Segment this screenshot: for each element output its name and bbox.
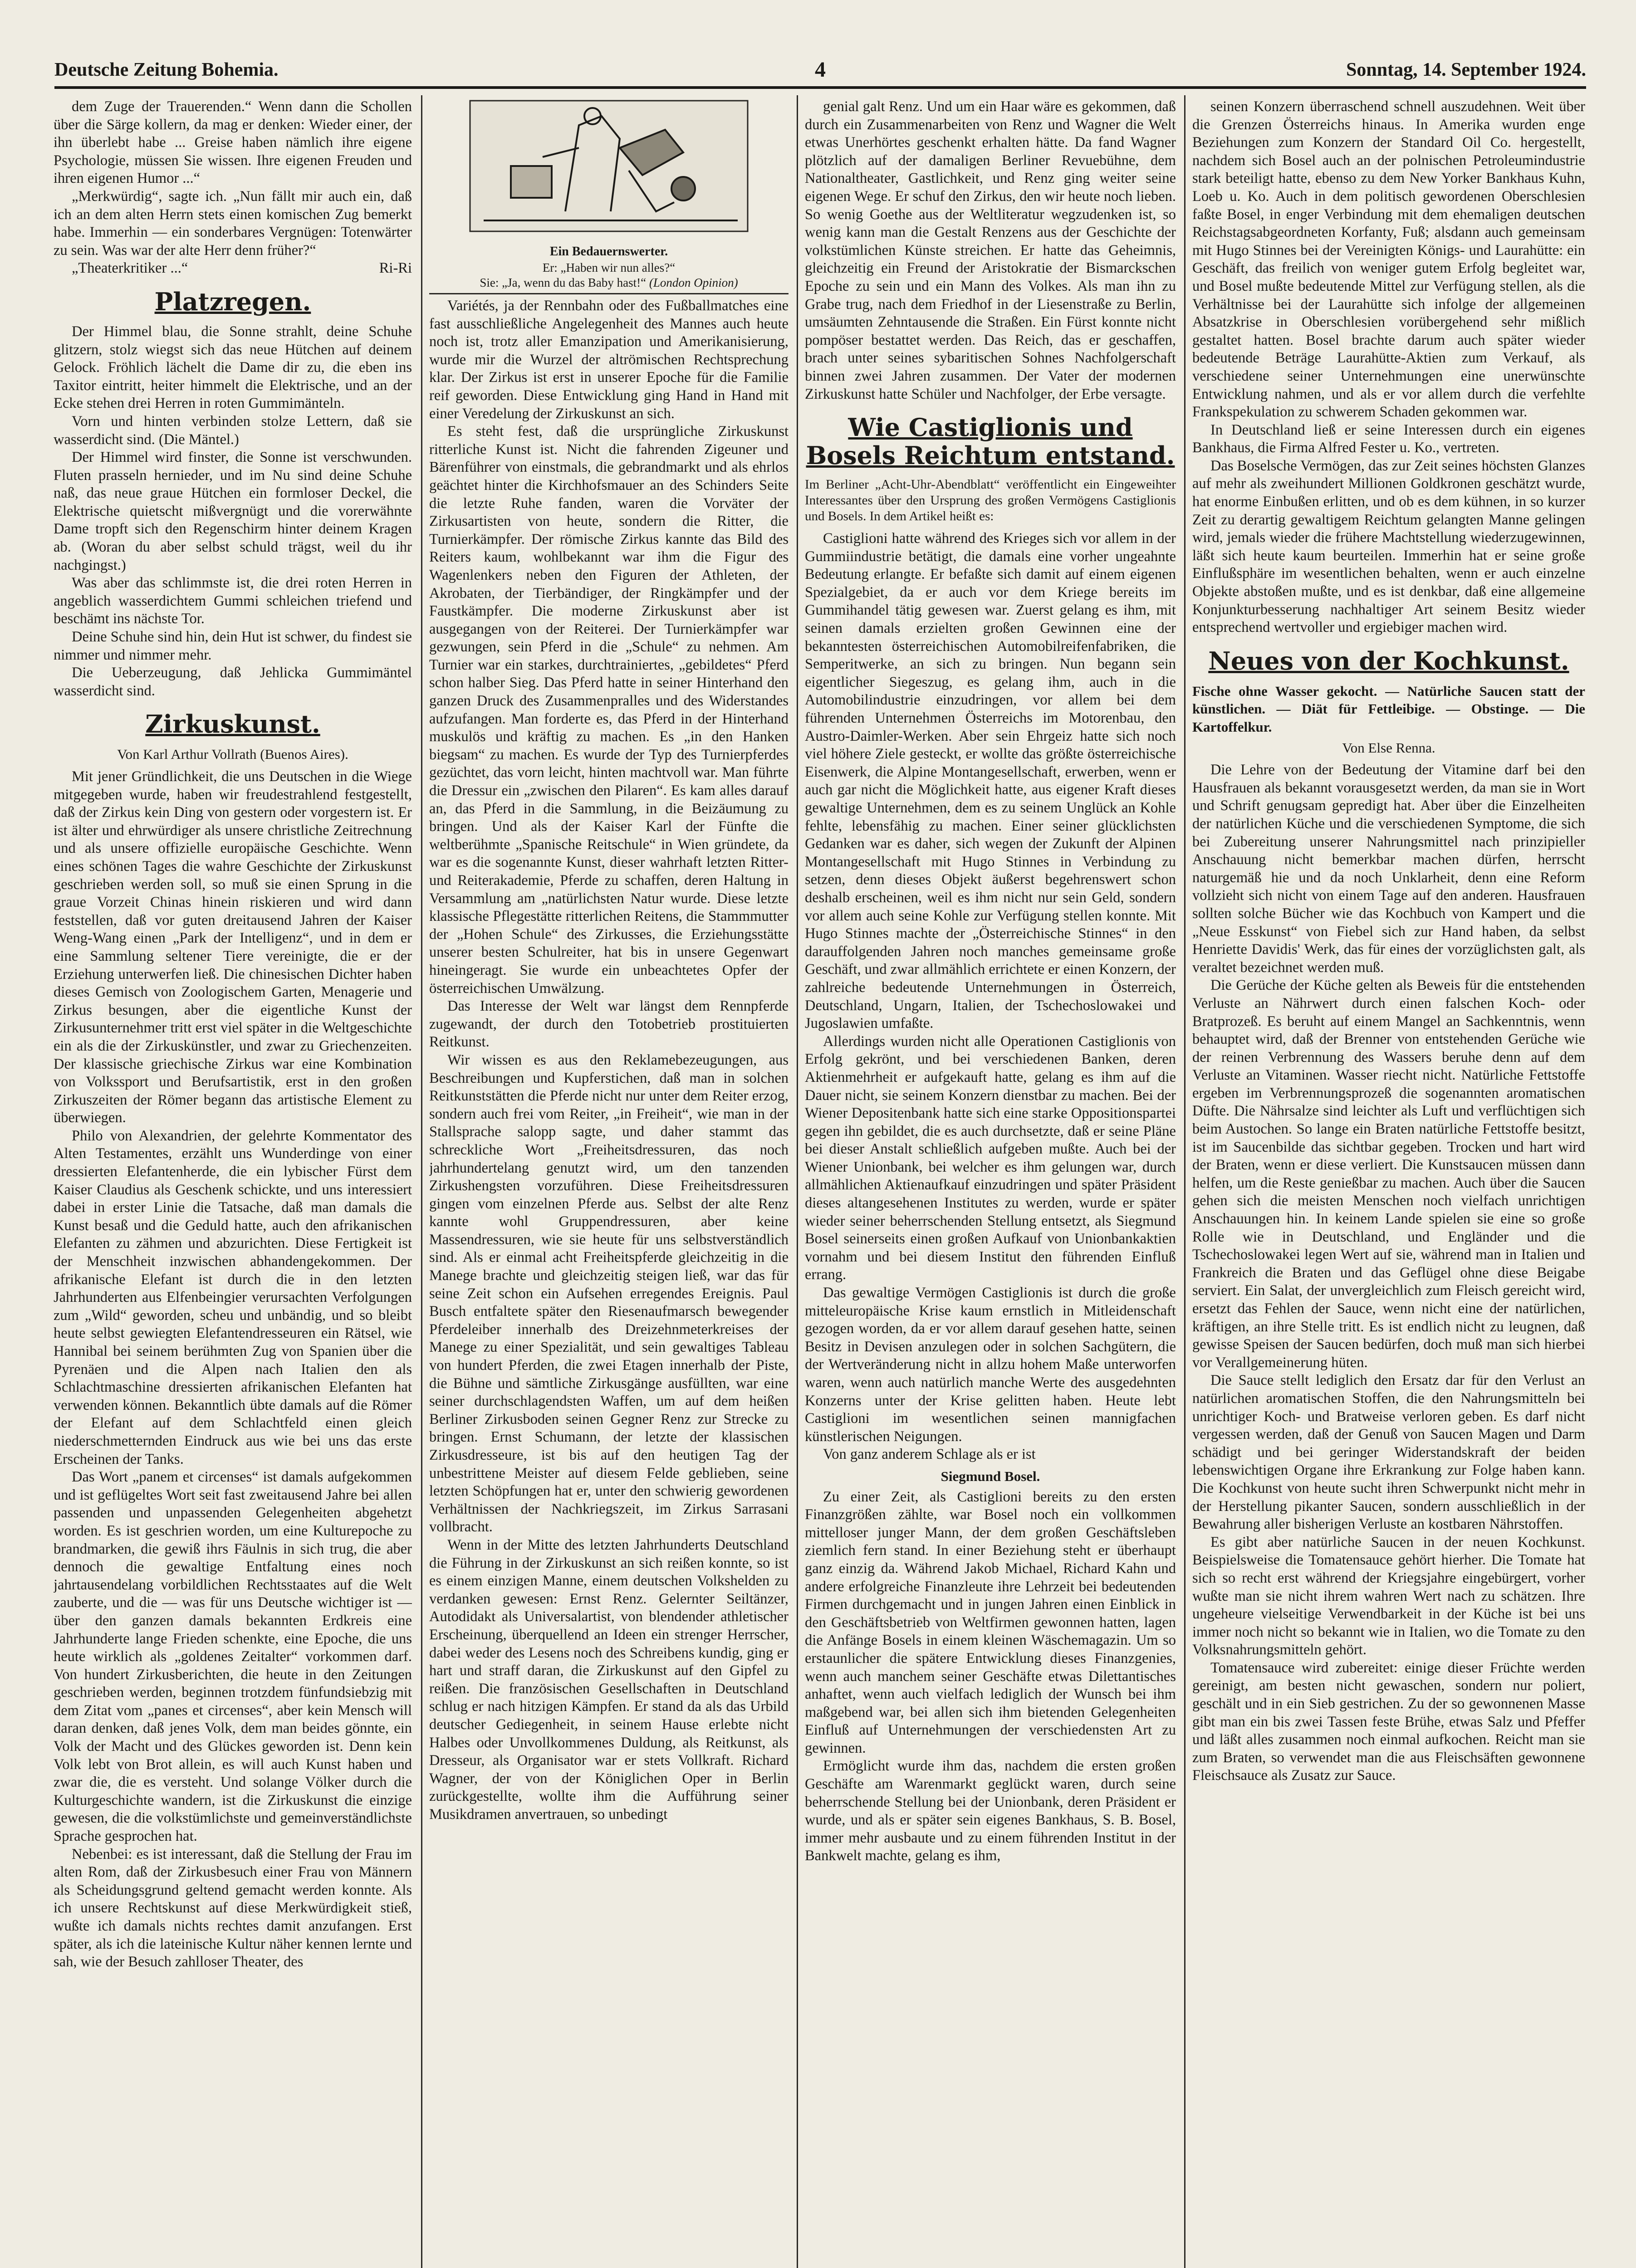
article-paragraph: Deine Schuhe sind hin, dein Hut ist schwer, du findest sie nimmer und nimmer mehr. (54, 629, 412, 663)
article-headline-platzregen: Platzregen. (154, 287, 311, 316)
article-paragraph: Der Himmel wird finster, die Sonne ist verschwunden. Fluten prasseln hernieder, und im Nu sind deine Schuhe naß, das neue graue Hütchen ein formloser Deckel, die Elektrische quietscht mißvergnügt und die vorerwähnte Dame tropft sich den Regenschirm hinter deinem Kragen ab. (Woran du aber selbst schuld trägst, weil du ihr nachgingst.) (54, 449, 412, 573)
story-paragraph: „Theaterkritiker ...“ Ri-Ri (54, 259, 412, 278)
article-paragraph: Die Lehre von der Bedeutung der Vitamine darf bei den Hausfrauen als bekannt vorausgesetzt werden, da man sie in Wort und Schrift genugsam gepredigt hat. Aber über die Einzelheiten der natürlichen Küche und die verschiedenen Symptome, die sich bei Zubereitung unserer Nahrungsmittel nach prinzipieller Anschauung nicht bemerkbar machen dürfen, herrscht naturgemäß hie und da noch Unklarheit, denn eine Reform vollzieht sich nicht von einem Tage auf den anderen. Hausfrauen sollten solche Bücher wie das Kochbuch von Kampert und die „Neue Esskunst“ von Fiebel sich zur Hand haben, da selbst Henriette Davidis' Werk, das für eines der vorzüglichsten galt, als veraltet bezeichnet werden muß. (1192, 762, 1585, 976)
article-paragraph: Es gibt aber natürliche Saucen in der neuen Kochkunst. Beispielsweise die Tomatensauce gehört hierher. Die Tomate hat sich so recht erst während der Kriegsjahre eingebürgert, vorher wußte man sie nicht ihrem wahren Wert nach zu schätzen. Ihre ungeheure vielseitige Verwendbarkeit in der Küche ist bei uns immer noch nicht so bekannt wie in Italien, wo die Tomate zu den Volksnahrungsmitteln gehört. (1192, 1534, 1585, 1658)
article-paragraph: Zu einer Zeit, als Castiglioni bereits zu den ersten Finanzgrößen zählte, war Bosel noch ein vollkommen mittelloser junger Mann, der dem großen Geschäftsleben ziemlich fern stand. In einer Beziehung steht er überhaupt ganz einzig da. Während Jakob Michael, Richard Kahn und andere erfolgreiche Finanzleute ihre Lehrzeit bei bedeutenden Firmen durchgemacht und in jungen Jahren einen Einblick in den Geschäftsbetrieb von Weltfirmen gewonnen hatten, lagen die Anfänge Bosels in einem kleinen Wäschemagazin. Um so erstaunlicher die spätere Entwicklung dieses Finanzgenies, wenn auch manchem seiner Geschäfte etwas Dilettantisches anhaftet, wenn auch vielfach lediglich der Wunsch bei ihm maßgebend war, bei allen sich ihm bietenden Gelegenheiten Einfluß auf Unternehmungen der verschiedensten Art zu gewinnen. (805, 1488, 1176, 1756)
article-headline-zirkuskunst: Zirkuskunst. (145, 709, 320, 739)
article-zirkuskunst (54, 768, 412, 1971)
article-paragraph: Wir wissen es aus den Reklamebezeugungen, aus Beschreibungen und Kupferstichen, daß man in solchen Reitkunststätten die Pferde nicht nur unter dem Reiter erzog, sondern auch frei vom Reiter, „in Freiheit“, wie man in der Stallsprache salopp sagte, und daher stammt das schreckliche Wort „Freiheitsdressuren, das noch jahrhundertelang genutzt wird, um den tanzenden Zirkushengsten vorzuführen. Diese Freiheitsdressuren gingen vom einzelnen Pferde aus. Selbst der alte Renz kannte wohl Gruppendressuren, aber keine Massendressuren, wie sie heute für uns selbstverständlich sind. Als er einmal acht Freiheitspferde gleichzeitig in die Manege brachte und gleichzeitig steigen ließ, war das für seine Zeit schon ein Aufsehen erregendes Ereignis. Paul Busch entfaltete später den Riesenaufmarsch bewegender Pferdeleiber innerhalb des Dreizehnmeterkreises der Manege zu einer Spezialität, und sein gewaltiges Tableau von hundert Pferden, die zwei Etagen innerhalb der Piste, die Bühne und sämtliche Zirkusgänge ausfüllten, war eine seiner durchschlagendsten Waffen, um auf dem heißen Berliner Zirkusboden seinen Gegner Renz zur Strecke zu bringen. Ernst Schumann, der letzte der klassischen Zirkusdresseure, ist bis auf den heutigen Tag der unbestrittene Meister auf diesem Felde geblieben, seine letzten Schöpfungen hat er, unter den schwierig gewordenen Verhältnissen der Nachkriegszeit, im Zirkus Sarrasani vollbracht. (429, 1051, 789, 1535)
article-byline: Von Karl Arthur Vollrath (Buenos Aires). (117, 746, 348, 763)
article-paragraph: Mit jener Gründlichkeit, die uns Deutschen in die Wiege mitgegeben wurde, haben wir freudestrahlend festgestellt, daß der Zirkus kein Ding von gestern oder vorgestern ist. Er ist älter und ehrwürdiger als unsere christliche Zeitrechnung und als unsere offizielle europäische Geschichte. Wenn eines schönen Tages die wahre Geschichte der Zirkuskunst geschrieben werden soll, so muß sie einen Sprung in die graue Vorzeit Chinas hinein riskieren und wird dann feststellen, daß vor guten dreitausend Jahren der Kaiser Weng-Wang einen „Park der Intelligenz“, und in dem er eine Sammlung seltener Tiere vereinigte, die er der Erziehung unterwerfen ließ. Die chinesischen Dichter haben dieses Gemisch von Zoologischem Garten, Menagerie und Zirkus besungen, aber die eigentliche Kunst der Zirkusunternehmer tritt erst viel später in die Weltgeschichte ein als die der Zirkuskünstler, und zwar zu Griechenzeiten. Der klassische griechische Zirkus war eine Kombination von Volkssport und Berufsartistik, erst in den großen Zirkuszeiten der Römer begann das artistische Element zu überwiegen. (54, 768, 412, 1126)
story-continuation: dem Zuge der Trauerenden.“ Wenn dann die Schollen über die Särge kollern, da mag er denken: Wieder einer, der ihn überlebt habe ... Greise haben nämlich ihre eigene Psychologie, müssen Sie wissen. Ihre eigenen Freuden und ihren eigenen Humor ...“ (54, 98, 412, 187)
column-1 (54, 98, 412, 2268)
column-4 (1192, 98, 1585, 2268)
article-paragraph: Was aber das schlimmste ist, die drei roten Herren in angeblich wasserdichtem Gummi schleichen triefend und beschämt ins nächste Tor. (54, 575, 412, 627)
column-3 (805, 98, 1176, 2268)
article-paragraph: Der Himmel blau, die Sonne strahlt, deine Schuhe glitzern, stolz wiegst sich das neue Hütchen auf deinem Gelock. Fröhlich lächelt die Dame dir zu, die eben ins Taxitor eintritt, heiter himmelt die Elektrische, und an der Ecke stehen drei Herren in roten Gummimänteln. (54, 323, 412, 412)
article-paragraph: Nebenbei: es ist interessant, daß die Stellung der Frau im alten Rom, daß der Zirkusbesuch einer Frau von Männern als Scheidungsgrund geltend gemacht werden konnte. Als ich unsere Rechtskunst auf diese Merkwürdigkeit stieß, wußte ich damals nichts rechtes damit anzufangen. Erst später, als ich die lateinische Kultur näher kennen lernte und sah, wie der Besuch zahlloser Theater, des (54, 1846, 412, 1970)
cartoon-source: (London Opinion) (649, 276, 738, 290)
column-2 (429, 98, 789, 2268)
article-platzregen (54, 323, 412, 700)
article-paragraph: In Deutschland ließ er seine Interessen durch ein eigenes Bankhaus, die Firma Alfred Fester u. Ko., vertreten. (1192, 421, 1585, 456)
cartoon-caption-2: Sie: „Ja, wenn du das Baby hast!“ (London Opinion) (480, 276, 738, 290)
story-paragraph: „Merkwürdig“, sagte ich. „Nun fällt mir auch ein, daß ich an dem alten Herrn stets einen komischen Zug bemerkt habe. Immerhin — ein sonderbares Vergnügen: Totenwärter zu sein. Was war der alte Herr denn früher?“ (54, 188, 412, 259)
article-paragraph: Ermöglicht wurde ihm das, nachdem die ersten großen Geschäfte am Warenmarkt geglückt waren, durch seine beherrschende Stellung bei der Unionbank, deren Präsident er wurde, und als er später sein eigenes Bankhaus, S. B. Bosel, immer mehr ausbaute und zu einem führenden Institut in der Bankwelt machte, gelang es ihm, (805, 1758, 1176, 1864)
article-subheadline: Fische ohne Wasser gekocht. — Natürliche Saucen statt der künstlichen. — Diät für Fettleibige. — Obstinge. — Die Kartoffelkur. (1192, 683, 1585, 735)
column-rule (421, 95, 422, 2268)
issue-date: Sonntag, 14. September 1924. (1346, 59, 1586, 80)
newspaper-title: Deutsche Zeitung Bohemia. (54, 59, 279, 80)
article-paragraph: Variétés, ja der Rennbahn oder des Fußballmatches eine fast ausschließliche Angelegenheit des Mannes auch heute noch ist, trotz aller Emanzipation und Amerikanisierung, wurde mir die Wurzel der altrömischen Rechtsprechung klar. Der Zirkus ist erst in unserer Epoche für die Familie reif geworden. Diese Entwicklung ging Hand in Hand mit einer Veredelung der Zirkuskunst an sich. (429, 298, 789, 422)
article-paragraph: Castiglioni hatte während des Krieges sich vor allem in der Gummiindustrie betätigt, die damals eine vorher ungeahnte Bedeutung erlangte. Er befaßte sich damit auf einem eigenen Spezialgebiet, da er auch vor dem Kriege bereits im Gummihandel tätig gewesen war. Zuerst gelang es ihm, mit seinen damals erzielten großen Gewinnen eine der bekanntesten österreichischen Automobilreifenfabriken, die Semperitwerke, an sich zu bringen. Nun begann sein eigentlicher Siegeszug, es gelang ihm, auch in die Automobilindustrie einzudringen, vor allem bei dem führenden Unternehmen Österreichs im Motorenbau, den Austro-Daimler-Werken. Aber sein Ehrgeiz hatte sich noch viel höhere Ziele gesteckt, er wollte das größte österreichische Eisenwerk, die Alpine Montangesellschaft, erwerben, wenn er auch gar nicht die Möglichkeit hatte, aus eigener Kraft dieses gewaltige Unternehmen, dem es zu seinem Unglück an Kohle fehlte, lebensfähig zu machen. Einer seiner glücklichsten Gedanken war es daher, sich wegen der Zukunft der Alpinen Montangesellschaft mit Hugo Stinnes in Verbindung zu setzen, denn dieses Objekt äußerst begehrenswert schon deshalb erscheinen, weil es ihm nicht nur sein Geld, sondern vor allem auch seine Kohle zur Verfügung stellen konnte. Mit Hugo Stinnes machte der „Österreichische Stinnes“ in den darauffolgenden Jahren noch manches gemeinsame große Geschäft, und zwar allmählich errichtete er einen Konzern, der zahlreiche bedeutende Unternehmungen in Österreich, Deutschland, Ungarn, Italien, der Tschechoslowakei und Jugoslawien umfaßte. (805, 530, 1176, 1032)
page-header (54, 57, 1586, 89)
cartoon-drawing (429, 98, 789, 234)
article-paragraph: Es steht fest, daß die ursprüngliche Zirkuskunst ritterliche Kunst ist. Nicht die fahrenden Zigeuner und Bärenführer von einstmals, die gebrandmarkt und als ehrlos geächtet hinter die Kirchhofsmauer an des Schinders Seite die letzte Ruhe fanden, waren die Vorväter der Zirkusartisten von heute, sondern die Ritter, die Turnierkämpfer. Der römische Zirkus kannte das Bild des Reiters kaum, wohlbekannt war ihm die Figur des Wagenlenkers neben den Figuren der Athleten, der Akrobaten, der Tierbändiger, der Ringkämpfer und der Faustkämpfer. Die moderne Zirkuskunst aber ist ausgegangen von der Reiterei. Der Turnierkämpfer war gezwungen, sein Pferd in die „Schule“ zu nehmen. Am Turnier war ein starkes, durchtrainiertes, „gebildetes“ Pferd schon halber Sieg. Das Pferd hatte in seiner Hinterhand den ganzen Druck des Zusammenpralles und des Widerstandes aufzufangen. Man forderte es, das Pferd in der Hinterhand muskulös und kräftig zu machen. Es „in den Hanken biegsam“ zu machen. Es wurde der Typ des Turnierpferdes gezüchtet, das vorn leicht, hinten machtvoll war. Man führte die Dressur ein „zwischen den Pilaren“. Es kam alles darauf an, das Pferd in die Sammlung, in die Beizäumung zu bringen. Und als der Kaiser Karl der Fünfte die weltberühmte „Spanische Reitschule“ in Wien gründete, da war es die sogenannte Kunst, dieser wahrhaft letzten Ritter- und Reiterakademie, Pferde zu schaffen, deren Haltung in Versammlung am „natürlichsten Natur wurde. Diese letzte klassische Pflegestätte ritterlichen Reitens, die Stammmutter der „Hohen Schule“ des Zirkusses, die Erziehungsstätte unserer besten Schulreiter, hat bis in unsere Gegenwart hineingeragt. Sie wurde ein unbeachtetes Opfer der österreichischen Umwälzung. (429, 423, 789, 997)
cartoon-caption-1: Er: „Haben wir nun alles?“ (542, 261, 676, 275)
cartoon-title: Ein Bedauernswerter. (549, 244, 668, 259)
article-paragraph: Das Wort „panem et circenses“ ist damals aufgekommen und ist geflügeltes Wort seit fast zweitausend Jahre bei allen passenden und unpassenden Gelegenheiten abgehetzt worden. Es ist geschrien worden, um eine Kulturepoche zu brandmarken, die gewiß ihrs Fäulnis in sich trug, die aber dennoch die gewaltige Entfaltung eines noch jahrtausendelang vorbildlichen Rechtsstaates auf die Welt zauberte, und die — was für uns Deutsche wichtiger ist — über den ganzen damals bekannten Erdkreis eine Jahrhunderte lange Frieden schenkte, eine Epoche, die uns heute wirklich als „goldenes Zeitalter“ vorkommen darf. Von hundert Zirkusberichten, die heute in den Zeitungen geschrieben werden, beginnen trotzdem fünfundsiebzig mit dem Zitat vom „panes et circenses“, aber kein Mensch will daran denken, daß jenes Volk, dem man beides gönnte, ein Volk der Macht und des Glückes geworden ist. Denn kein Volk lebt von Brot allein, es will auch Kunst haben und zwar die, die es versteht. Und solange Völker durch die Kulturgeschichte wandern, ist die Zirkuskunst die einzige gewesen, die die volkstümlichste und gemeinverständlichste Sprache gesprochen hat. (54, 1469, 412, 1845)
article-headline-kochkunst: Neues von der Kochkunst. (1208, 646, 1569, 675)
author-signature: Ri-Ri (379, 260, 412, 277)
article-lead: Im Berliner „Acht-Uhr-Abendblatt“ veröffentlicht ein Eingeweihter Interessantes über den Ursprung des großen Vermögens Castiglionis und Bosels. In dem Artikel heißt es: (805, 477, 1176, 524)
section-subhead-bosel: Siegmund Bosel. (940, 1468, 1040, 1484)
article-paragraph: Allerdings wurden nicht alle Operationen Castiglionis von Erfolg gekrönt, und bei verschiedenen Banken, deren Aktienmehrheit er aufgekauft hatte, gelang es ihm auf die Dauer nicht, sie seinem Konzern dienstbar zu machen. Bei der Wiener Depositenbank hatte sich eine starke Oppositionspartei gegen ihn gebildet, die es auch durchsetzte, daß er seine Pläne bei dieser Anstalt schließlich aufgeben mußte. Auch bei der Wiener Unionbank, bei welcher es ihm gelungen war, durch allmählichen Aktienaufkauf einzudringen und später Präsident dieses altangesehenen Institutes zu werden, wurde er später wieder seiner beherrschenden Stellung entsetzt, als Siegmund Bosel seinerseits einen großen Aufkauf von Unionbankaktien vornahm und bei diesem Institut den führenden Einfluß errang. (805, 1033, 1176, 1283)
article-paragraph: Die Ueberzeugung, daß Jehlicka Gummimäntel wasserdicht sind. (54, 665, 412, 699)
article-paragraph: genial galt Renz. Und um ein Haar wäre es gekommen, daß durch ein Zusammenarbeiten von Renz und Wagner die Welt etwas Unerhörtes geschenkt erhalten hätte. Da fand Wagner plötzlich auf der damaligen Berliner Revuebühne, dem Nationaltheater, Gastlichkeit, und Renz ging weiter seine eigenen Wege. Er schuf den Zirkus, den wir heute noch lieben. So wenig Goethe aus der Weltliteratur wegzudenken ist, so wenig kann man die Gestalt Renzens aus der Geschichte der volkstümlichen Künste streichen. Er hatte das Geheimnis, gleichzeitig ein Freund der Aristokratie der Bismarckschen Epoche zu sein und ein Mann des Volkes. Als man ihn zu Grabe trug, nach dem Friedhof in der Liesenstraße zu Berlin, umsäumten Zehntausende die Straßen. Ein Fürst konnte nicht pompöser bestattet werden. Das Reich, das er geschaffen, brach unter seines sybaritischen Sohnes Nachfolgerschaft binnen zwei Jahren zusammen. Der Vater der modernen Zirkuskunst hatte Schüler und Nachfolger, der Erbe versagte. (805, 98, 1176, 402)
article-paragraph: Tomatensauce wird zubereitet: einige dieser Früchte werden gereinigt, am besten nicht gewaschen, sondern nur poliert, geschält und in ein Sieb gestrichen. Zu der so gewonnenen Masse gibt man ein bis zwei Tassen feste Brühe, etwas Salz und Pfeffer und läßt alles zusammen noch einmal aufkochen. Reicht man sie zum Braten, so verwendet man die aus Fleischsäften gewonnene Fleischsauce als Zusatz zur Sauce. (1192, 1659, 1585, 1784)
article-paragraph: Vorn und hinten verbinden stolze Lettern, daß sie wasserdicht sind. (Die Mäntel.) (54, 413, 412, 448)
section-divider (429, 293, 789, 294)
article-paragraph: Das gewaltige Vermögen Castiglionis ist durch die große mitteleuropäische Krise kaum ernstlich in Mitleidenschaft gezogen worden, da er vor allem darauf gesehen hatte, seinen Besitz in Devisen anzulegen oder in solchen Sachgütern, die der Wertveränderung nicht in allzu hohem Maße unterworfen waren, wenn auch natürlich manche Werte des ausgedehnten Konzerns unter der Krise gelitten haben. Heute lebt Castiglioni im wesentlichen seinen mannigfachen künstlerischen Neigungen. (805, 1285, 1176, 1445)
cartoon-illustration (429, 98, 789, 288)
article-paragraph: seinen Konzern überraschend schnell auszudehnen. Weit über die Grenzen Österreichs hinaus. In Amerika wurden enge Beziehungen zum Konzern der Standard Oil Co. hergestellt, nachdem sich Bosel auch an der polnischen Petroleumindustrie stark beteiligt hatte, ebenso zu dem New Yorker Bankhaus Kuhn, Loeb u. Ko. Auch in dem politisch gewordenen Oberschlesien faßte Bosel, in enger Verbindung mit dem ehemaligen deutschen Reichstagsabgeordneten Korfanty, Fuß; alsdann auch gemeinsam mit Hugo Stinnes bei der Vereinigten Königs- und Laurahütte: ein Geschäft, das freilich von weniger gutem Erfolg begleitet war, und Bosel mußte bedeutende Mittel zur Verfügung stellen, als die Verhältnisse bei der Laurahütte sich infolge der allgemeinen Absatzkrise in Oberschlesien vorübergehend sehr mißlich gestaltet hatten. Bosel brachte darum auch später wieder bedeutende Beträge Laurahütte-Aktien zum Verkauf, als verschiedene seiner Unternehmungen eine unerwünschte Entwicklung nahmen, und als er vor allem durch die verfehlte Frankspekulation zu schwerem Schaden gekommen war. (1192, 98, 1585, 420)
article-paragraph: Das Boselsche Vermögen, das zur Zeit seines höchsten Glanzes auf mehr als zweihundert Millionen Goldkronen geschätzt wurde, hat enorme Einbußen erlitten, und ob es dem kühnen, in so kurzer Zeit zu derartig gewaltigem Reichtum gelangten Manne gelingen wird, jemals wieder die frühere Machtstellung wiederzugewinnen, läßt sich heute kaum beurteilen. Immerhin hat er seine große Einflußsphäre im wesentlichen behalten, wenn er auch einzelne Objekte abstoßen mußte, und es ist denkbar, daß eine allgemeine Konjunkturbesserung nachhaltiger Art seinem Besitz wieder entsprechend wertvoller und ergiebiger machen wird. (1192, 457, 1585, 636)
article-paragraph: Philo von Alexandrien, der gelehrte Kommentator des Alten Testamentes, erzählt uns Wunderdinge von einer dressierten Elefantenherde, die ein lybischer Fürst dem Kaiser Claudius als Geschenk schickte, und uns interessiert dabei in erster Linie die Tatsache, daß man damals die Kunst besaß und die Geduld hatte, auch den afrikanischen Elefanten zu zähmen und abzurichten. Diese Fertigkeit ist der Menschheit inzwischen abhandengekommen. Der afrikanische Elefant ist durch die in den letzten Jahrhunderten aus Elfenbeingier verursachten Verfolgungen zum „Wild“ geworden, scheu und unbändig, und so bleibt heute selbst gewiegten Elefantendresseuren ein Rätsel, wie Hannibal bei seinem berühmten Zug von Spanien über die Pyrenäen und die Alpen nach Italien den als Schlachtmaschine dressierten afrikanischen Elefanten hat verwenden können. Bekanntlich übte damals auf die Römer der Elefant auf dem Schlachtfeld einen gleich niederschmetternden Eindruck aus wie bei uns das erste Erscheinen der Tanks. (54, 1127, 412, 1467)
article-paragraph: Die Gerüche der Küche gelten als Beweis für die entstehenden Verluste an Nährwert durch einen falschen Koch- oder Bratprozeß. Es beruht auf einem Mangel an Sachkenntnis, wenn behauptet wird, daß der Brenner von entstehenden Gerüche wie der reinen Verbrennung des Wassers beruhe denn auf dem Verluste an Vitaminen. Wasser riecht nicht. Natürliche Fettstoffe ergeben im Verbrennungsprozeß die sogenannten aromatischen Düfte. Die Nährsalze sind leichter als Luft und verflüchtigen sich beim Austochen. So lange ein Braten natürliche Fettstoffe besitzt, ist im Saucenbilde das sichtbar gegeben. Trocken und hart wird der Braten, wenn er diese verliert. Die Kunstsaucen müssen dann helfen, um die Reste genießbar zu machen. Auch über die Saucen gehen sich die meisten Menschen noch vielfach unrichtigen Anschauungen hin. In keinem Lande spielen sie eine so große Rolle wie in Deutschland, und Engländer und die Tschechoslowakei legen Wert auf sie, während man in Italien und Frankreich die Braten und das Geflügel ohne diese Beigabe serviert. Ein Salat, der unvergleichlich zum Fleisch gereicht wird, ersetzt das Fehlen der Sauce, wenn nicht eine der natürlichen, kräftigen, an ihre Stelle tritt. Es ist endlich nicht zu leugnen, daß gewisse Speisen der Saucen bedürfen, doch muß man sich hierbei vor Verallgemeinerung hüten. (1192, 977, 1585, 1371)
column-rule (1184, 95, 1185, 2268)
page-number: 4 (815, 58, 826, 82)
article-paragraph: Von ganz anderem Schlage als er ist (823, 1446, 1036, 1463)
article-headline-castiglioni: Wie Castiglionis und Bosels Reichtum entstand. (806, 413, 1175, 470)
article-paragraph: Die Sauce stellt lediglich den Ersatz dar für den Verlust an natürlichen aromatischen Stoffen, die den Nahrungsmitteln bei unrichtiger Koch- und Bratweise verloren geben. Es darf nicht vergessen werden, daß der Genuß von Saucen Magen und Darm schädigt und bei geringer Widerstandskraft der beiden lebenswichtigen Organe ihre Erkrankung zur Folge haben kann. Die Kochkunst von heute sucht ihren Schwerpunkt nicht mehr in der Herstellung pikanter Saucen, sondern ausschließlich in der Bewahrung aller bisherigen Verluste an kostbaren Nährstoffen. (1192, 1372, 1585, 1533)
article-byline: Von Else Renna. (1342, 739, 1435, 756)
article-paragraph: Wenn in der Mitte des letzten Jahrhunderts Deutschland die Führung in der Zirkuskunst an sich reißen konnte, so ist es einem einzigen Manne, einem deutschen Volkshelden zu verdanken gewesen: Ernst Renz. Gelernter Seiltänzer, Autodidakt als Universalartist, von blendender athletischer Erscheinung, überquellend an Ideen ein strenger Herrscher, dabei weder des Lesens noch des Schreibens kundig, ging er hart und straff daran, die Zirkuskunst auf den Gipfel zu reißen. Die französischen Gesellschaften in Deutschland schlug er nach hitzigen Kämpfen. Er stand da als das Urbild deutscher Gediegenheit, in seinem Hause erlebte nicht Halbes oder Unvollkommenes Duldung, als Reitkunst, als Dresseur, als Organisator war er stets Vollkraft. Richard Wagner, der von der Königlichen Oper in Berlin zurückgestellte, wollte ihm die Aufführung seiner Musikdramen anvertrauen, so unbedingt (429, 1536, 789, 1823)
article-paragraph: Das Interesse der Welt war längst dem Rennpferde zugewandt, der durch den Totobetrieb prostituierten Reitkunst. (429, 998, 789, 1051)
column-rule (797, 95, 798, 2268)
